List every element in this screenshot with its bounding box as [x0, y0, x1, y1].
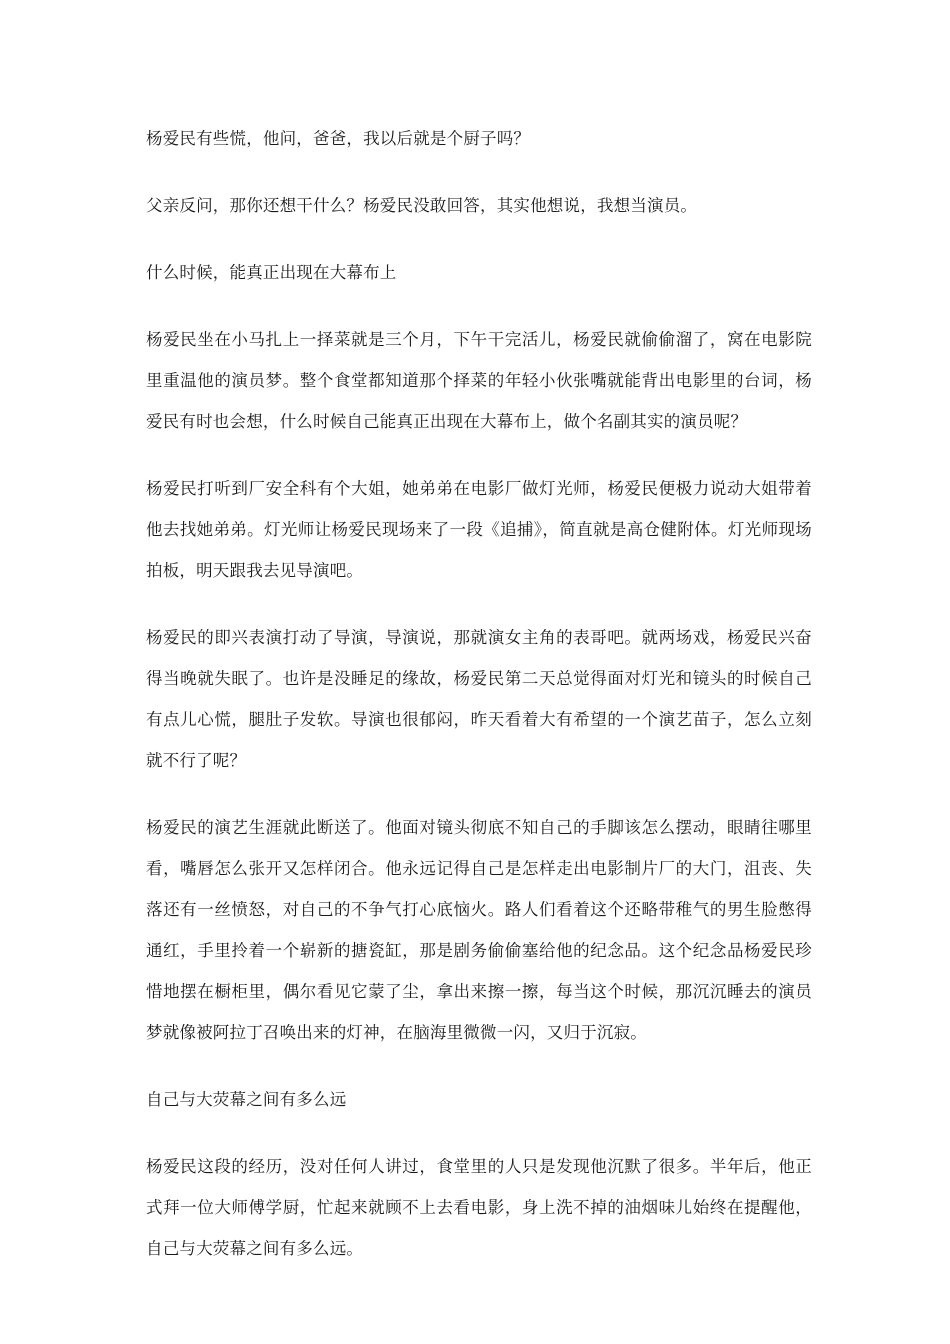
- paragraph-5: 杨爱民的即兴表演打动了导演，导演说，那就演女主角的表哥吧。就两场戏，杨爱民兴奋得当晚就失眠了。也许是没睡足的缘故，杨爱民第二天总觉得面对灯光和镜头的时候自己有点儿心慌，腿肚子发软。导演也很郁闷，昨天看着大有希望的一个演艺苗子，怎么立刻就不行了呢？: [146, 628, 812, 770]
- paragraph-6: 杨爱民的演艺生涯就此断送了。他面对镜头彻底不知自己的手脚该怎么摆动，眼睛往哪里看，嘴唇怎么张开又怎样闭合。他永远记得自己是怎样走出电影制片厂的大门，沮丧、失落还有一丝愤怒，对自己的不争气打心底恼火。路人们看着这个还略带稚气的男生脸憋得通红，手里拎着一个崭新的搪瓷缸，那是剧务偷偷塞给他的纪念品。这个纪念品杨爱民珍惜地摆在橱柜里，偶尔看见它蒙了尘，拿出来擦一擦，每当这个时候，那沉沉睡去的演员梦就像被阿拉丁召唤出来的灯神，在脑海里微微一闪，又归于沉寂。: [146, 818, 812, 1042]
- paragraph-3: 杨爱民坐在小马扎上一择菜就是三个月，下午干完活儿，杨爱民就偷偷溜了，窝在电影院里重温他的演员梦。整个食堂都知道那个择菜的年轻小伙张嘴就能背出电影里的台词，杨爱民有时也会想，什么时候自己能真正出现在大幕布上，做个名副其实的演员呢？: [146, 330, 812, 431]
- section-heading-2: 自己与大荧幕之间有多么远: [146, 1090, 347, 1109]
- paragraph-1: 杨爱民有些慌，他问，爸爸，我以后就是个厨子吗？: [146, 129, 531, 148]
- document-body: [146, 118, 812, 1295]
- paragraph-2: 父亲反问，那你还想干什么？杨爱民没敢回答，其实他想说，我想当演员。: [146, 196, 698, 215]
- paragraph-4: 杨爱民打听到厂安全科有个大姐，她弟弟在电影厂做灯光师，杨爱民便极力说动大姐带着他去找她弟弟。灯光师让杨爱民现场来了一段《追捕》，简直就是高仓健附体。灯光师现场拍板，明天跟我去见导演吧。: [146, 479, 812, 580]
- paragraph-7: 杨爱民这段的经历，没对任何人讲过，食堂里的人只是发现他沉默了很多。半年后，他正式拜一位大师傅学厨，忙起来就顾不上去看电影，身上洗不掉的油烟味儿始终在提醒他，自己与大荧幕之间有多么远。: [146, 1157, 812, 1258]
- section-heading-1: 什么时候，能真正出现在大幕布上: [146, 263, 397, 282]
